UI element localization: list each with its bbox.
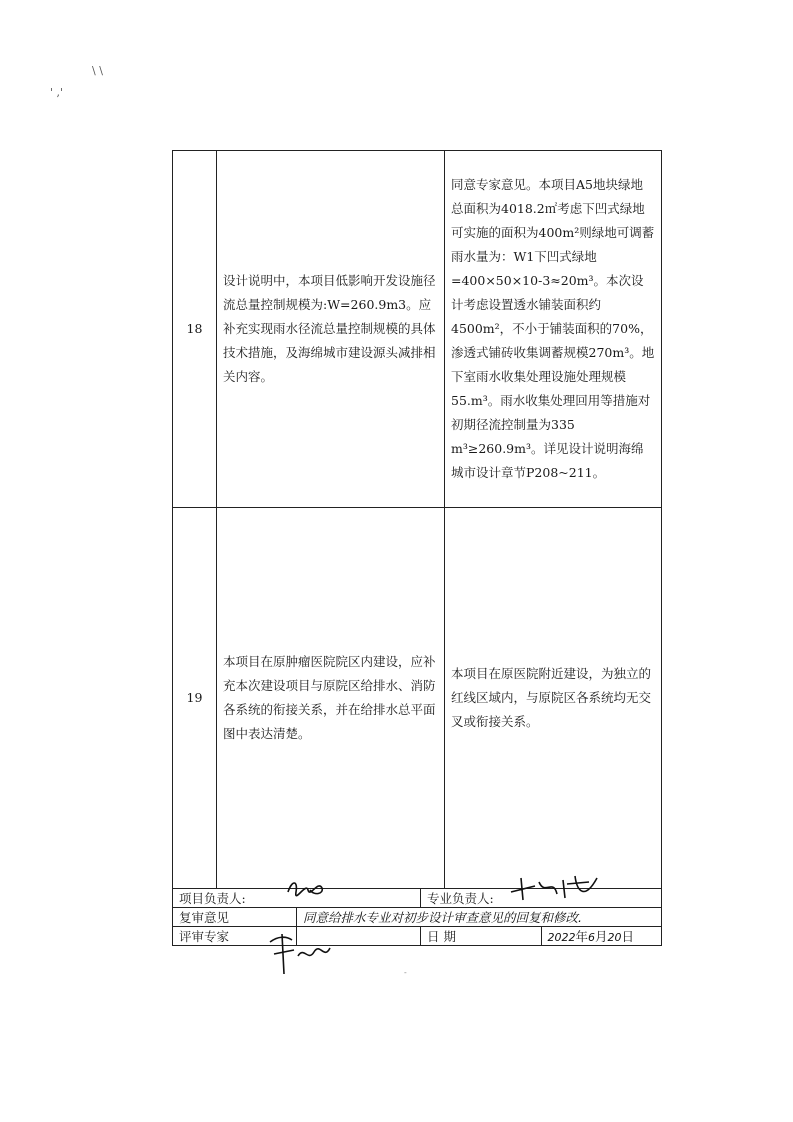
review-opinion-label: 复审意见 bbox=[173, 908, 297, 927]
review-issue: 设计说明中，本项目低影响开发设施径流总量控制规模为:W=260.9m3。应补充实现雨水径流总量控制规模的具体技术措施，及海绵城市建设源头减排相关内容。 bbox=[217, 151, 445, 508]
scan-mark: \ \ bbox=[92, 64, 103, 77]
date-label: 日 期 bbox=[421, 927, 542, 946]
review-reply: 同意专家意见。本项目A5地块绿地总面积为4018.2㎡考虑下凹式绿地可实施的面积为400m²则绿地可调蓄雨水量为：W1下凹式绿地=400×50×10-3≈20m³。本次设计考虑设置透水铺装面积约4500m²，不小于铺装面积的70%，渗透式铺砖收集调蓄规模270m³。地下室雨水收集处理设施处理规模55.m³。雨水收集处理回用等措施对初期径流控制量为335 m³≥260.9m³。详见设计说明海绵城市设计章节P208~211。 bbox=[445, 151, 662, 508]
date-year-char: 年 bbox=[575, 929, 589, 944]
project-lead-label: 项目负责人: bbox=[179, 891, 246, 906]
review-table bbox=[172, 150, 662, 889]
review-opinion-text: 同意给排水专业对初步设计审查意见的回复和修改. bbox=[297, 908, 662, 927]
expert-signature-image bbox=[264, 930, 334, 978]
date-value bbox=[541, 927, 662, 946]
project-lead-signature-image bbox=[284, 878, 330, 900]
review-reply: 本项目在原医院附近建设，为独立的红线区域内，与原院区各系统均无交叉或衔接关系。 bbox=[445, 508, 662, 889]
specialty-lead-signature-image bbox=[505, 872, 605, 904]
table-row bbox=[173, 908, 662, 927]
expert-label: 评审专家 bbox=[173, 927, 297, 946]
review-issue: 本项目在原肿瘤医院院区内建设，应补充本次建设项目与原院区给排水、消防各系统的衔接关系，并在给排水总平面图中表达清楚。 bbox=[217, 508, 445, 889]
date-day: 20 bbox=[607, 931, 622, 944]
row-number: 19 bbox=[173, 508, 217, 889]
scan-dot: - bbox=[404, 968, 407, 977]
date-month-char: 月 bbox=[595, 929, 608, 944]
row-number: 18 bbox=[173, 151, 217, 508]
table-row bbox=[173, 927, 662, 946]
scan-mark: ' ,' bbox=[50, 86, 64, 99]
table-row bbox=[173, 151, 662, 508]
date-day-char: 日 bbox=[621, 929, 635, 944]
table-row bbox=[173, 508, 662, 889]
date-month: 6 bbox=[588, 931, 596, 944]
specialty-lead-label: 专业负责人: bbox=[427, 891, 494, 906]
date-year: 2022 bbox=[547, 931, 576, 944]
